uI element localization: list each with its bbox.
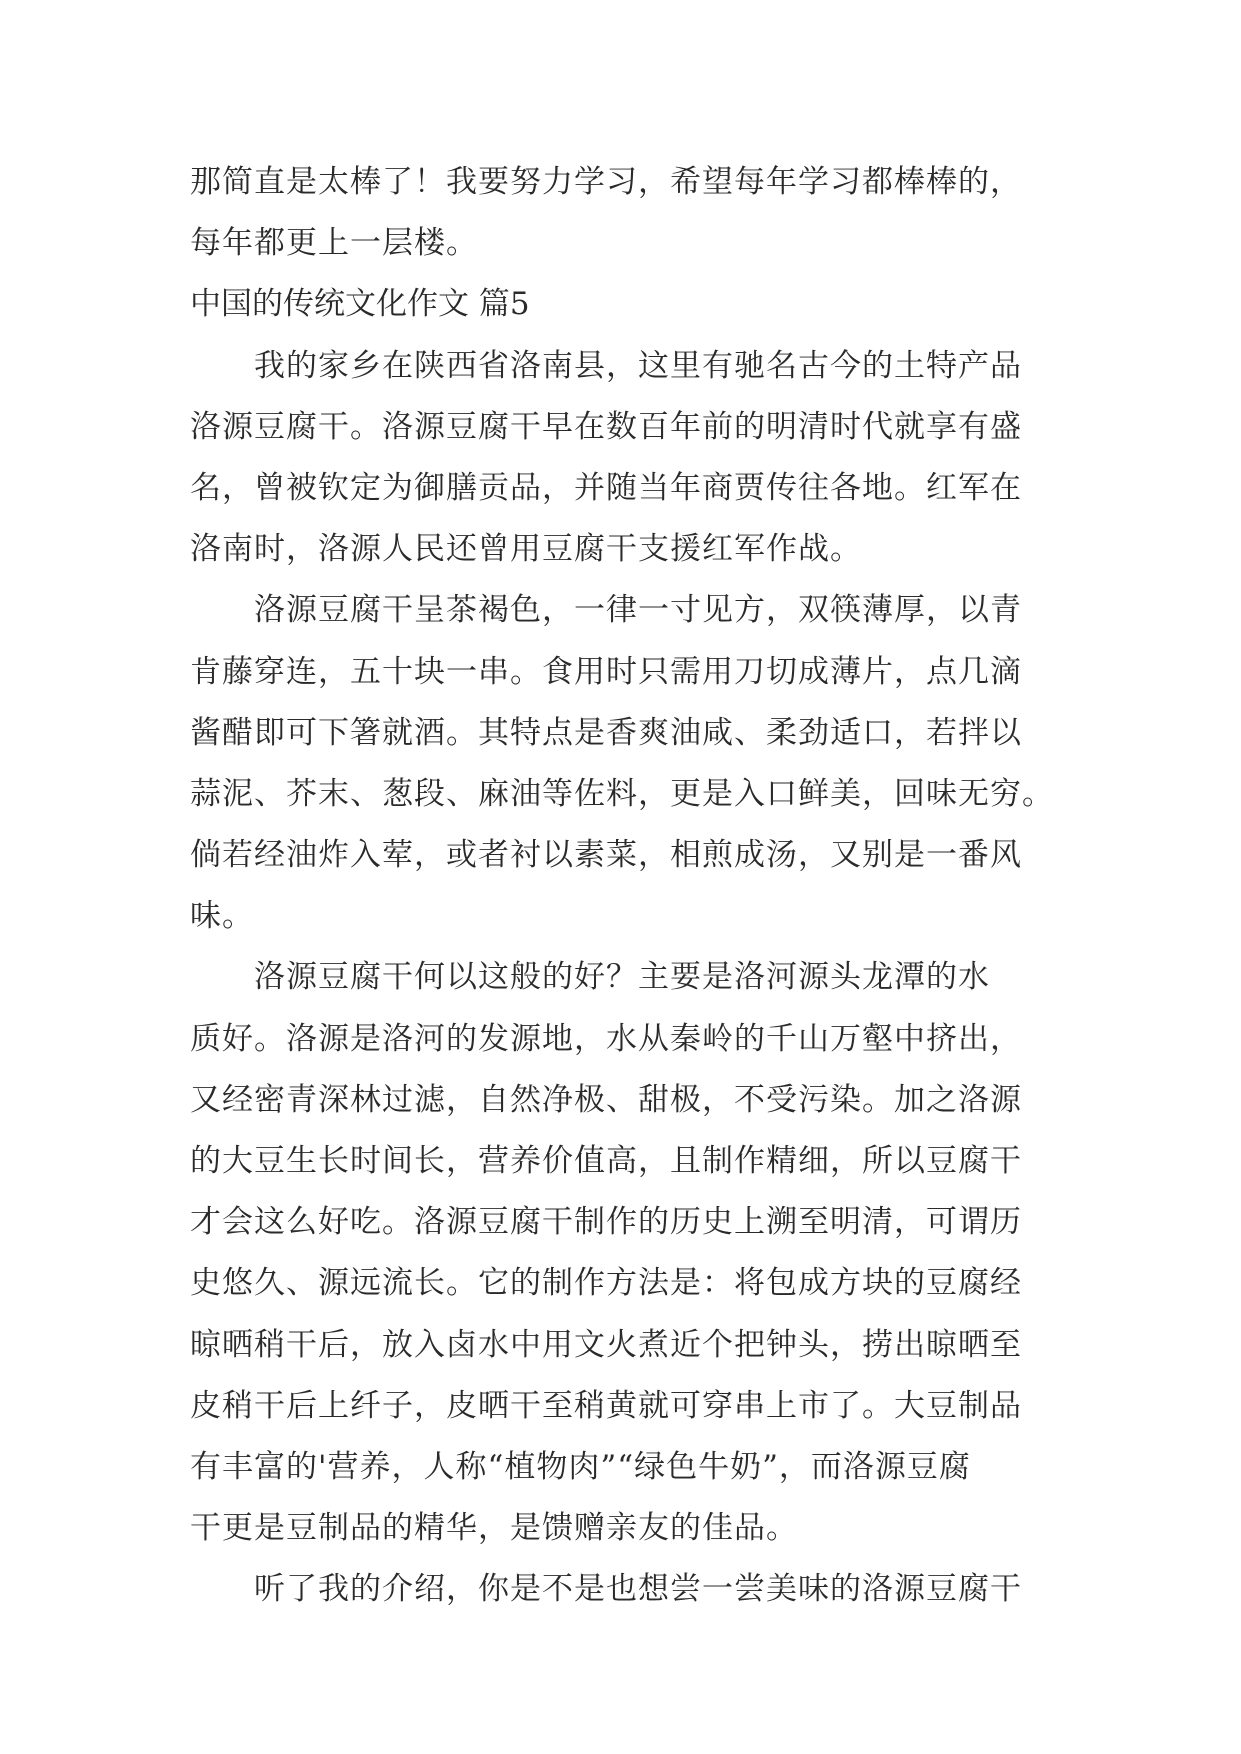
text-line: 洛源豆腐干何以这般的好？主要是洛河源头龙潭的水 — [190, 959, 990, 996]
text-line: 又经密青深林过滤，自然净极、甜极，不受污染。加之洛源 — [190, 1081, 1022, 1118]
text-line: 晾晒稍干后，放入卤水中用文火煮近个把钟头，捞出晾晒至 — [190, 1326, 1022, 1363]
text-line: 蒜泥、芥末、葱段、麻油等佐料，更是入口鲜美，回味无穷。 — [190, 775, 1054, 812]
text-line: 名，曾被钦定为御膳贡品，并随当年商贾传往各地。红军在 — [190, 469, 1022, 506]
text-line: 肯藤穿连，五十块一串。食用时只需用刀切成薄片，点几滴 — [190, 653, 1022, 690]
text-line: 酱醋即可下箸就酒。其特点是香爽油咸、柔劲适口，若拌以 — [190, 714, 1022, 751]
text-line: 每年都更上一层楼。 — [190, 225, 478, 262]
text-line: 有丰富的'营养，人称“植物肉”“绿色牛奶”，而洛源豆腐 — [190, 1448, 971, 1485]
text-line: 的大豆生长时间长，营养价值高，且制作精细，所以豆腐干 — [190, 1143, 1022, 1179]
text-line: 洛源豆腐干。洛源豆腐干早在数百年前的明清时代就享有盛 — [190, 408, 1022, 445]
text-line: 味。 — [190, 898, 254, 935]
text-line: 皮稍干后上纤子，皮晒干至稍黄就可穿串上市了。大豆制品 — [190, 1387, 1022, 1424]
text-line: 才会这么好吃。洛源豆腐干制作的历史上溯至明清，可谓历 — [190, 1204, 1022, 1241]
document-body — [190, 152, 1070, 1621]
text-line: 我的家乡在陕西省洛南县，这里有驰名古今的土特产品 — [190, 347, 1022, 384]
text-line: 干更是豆制品的精华，是馈赠亲友的佳品。 — [190, 1510, 798, 1547]
text-line: 倘若经油炸入荤，或者衬以素菜，相煎成汤，又别是一番风 — [190, 837, 1022, 874]
text-line: 洛源豆腐干呈茶褐色，一律一寸见方，双筷薄厚，以青 — [190, 592, 1022, 629]
text-line: 质好。洛源是洛河的发源地，水从秦岭的千山万壑中挤出， — [190, 1020, 1022, 1057]
text-line: 听了我的介绍，你是不是也想尝一尝美味的洛源豆腐干 — [190, 1571, 1022, 1608]
section-heading: 中国的传统文化作文 篇5 — [190, 286, 530, 323]
text-line: 史悠久、源远流长。它的制作方法是：将包成方块的豆腐经 — [190, 1265, 1022, 1302]
text-line: 那简直是太棒了！我要努力学习，希望每年学习都棒棒的， — [190, 164, 1022, 200]
text-line: 洛南时，洛源人民还曾用豆腐干支援红军作战。 — [190, 531, 862, 568]
